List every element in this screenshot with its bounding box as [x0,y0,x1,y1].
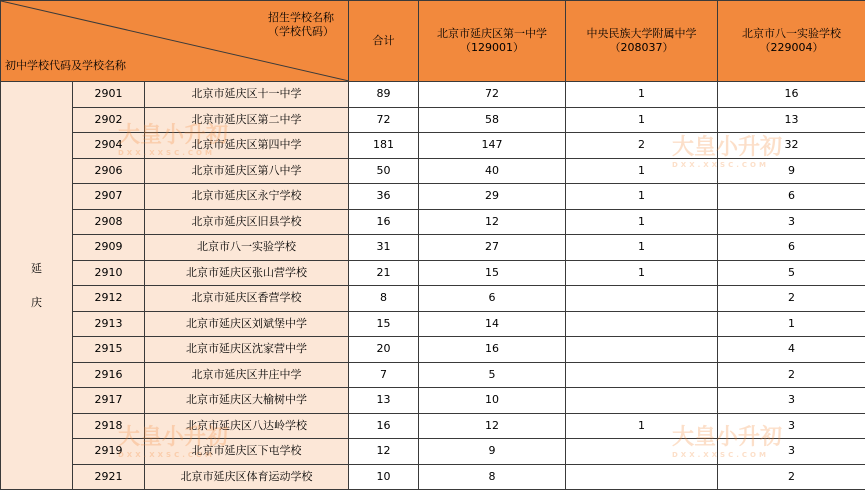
school-2-quota-cell [566,337,718,363]
school-code-cell: 2913 [73,311,145,337]
school-name-cell: 北京市延庆区十一中学 [145,82,349,108]
school-code-cell: 2904 [73,133,145,159]
table-row [1,184,865,210]
school-code-cell: 2901 [73,82,145,108]
table-row [1,464,865,490]
school-1-quota-cell: 40 [419,158,566,184]
district-char: 延 [31,261,42,275]
school-2-quota-cell: 2 [566,133,718,159]
header-source-label: 初中学校代码及学校名称 [5,59,126,72]
watermark-brand: 大皇小升初 [118,123,229,148]
table-row [1,235,865,261]
school-1-quota-cell: 27 [419,235,566,261]
school-code-cell: 2919 [73,439,145,465]
school-code-cell: 2908 [73,209,145,235]
school-1-quota-cell: 6 [419,286,566,312]
header-school-1-name: 北京市延庆区第一中学 [437,27,548,40]
school-name-cell: 北京市延庆区香营学校 [145,286,349,312]
total-cell: 16 [349,413,419,439]
total-cell: 181 [349,133,419,159]
school-1-quota-cell: 58 [419,107,566,133]
total-cell: 21 [349,260,419,286]
school-code-cell: 2918 [73,413,145,439]
school-3-quota-cell: 3 [718,439,865,465]
school-2-quota-cell: 1 [566,158,718,184]
school-1-quota-cell: 8 [419,464,566,490]
total-cell: 7 [349,362,419,388]
total-cell: 8 [349,286,419,312]
school-name-cell: 北京市延庆区张山营学校 [145,260,349,286]
school-2-quota-cell [566,311,718,337]
school-name-cell: 北京市延庆区大榆树中学 [145,388,349,414]
school-name-cell: 北京市八一实验学校 [145,235,349,261]
total-cell: 36 [349,184,419,210]
school-code-cell: 2902 [73,107,145,133]
school-2-quota-cell: 1 [566,184,718,210]
watermark-sub: DXX.XXSC.COM [672,451,769,459]
school-1-quota-cell: 9 [419,439,566,465]
table-row [1,311,865,337]
total-cell: 16 [349,209,419,235]
table-row [1,388,865,414]
header-school-name-label: 招生学校名称 [268,11,335,24]
school-3-quota-cell: 16 [718,82,865,108]
school-name-cell: 北京市延庆区永宁学校 [145,184,349,210]
table-row [1,413,865,439]
school-code-cell: 2917 [73,388,145,414]
header-school-code-label: （学校代码） [268,25,335,38]
table-row [1,82,865,108]
school-1-quota-cell: 16 [419,337,566,363]
district-cell [1,82,73,490]
school-3-quota-cell: 3 [718,209,865,235]
school-name-cell: 北京市延庆区第八中学 [145,158,349,184]
school-2-quota-cell: 1 [566,413,718,439]
header-row [1,1,865,82]
table-body [1,82,865,490]
school-3-quota-cell: 32 [718,133,865,159]
school-code-cell: 2910 [73,260,145,286]
school-code-cell: 2921 [73,464,145,490]
school-3-quota-cell: 2 [718,286,865,312]
school-1-quota-cell: 12 [419,209,566,235]
school-3-quota-cell: 1 [718,311,865,337]
school-code-cell: 2916 [73,362,145,388]
watermark-sub: DXX.XXSC.COM [672,161,769,169]
watermark-brand: 大皇小升初 [672,135,783,160]
school-name-cell: 北京市延庆区体育运动学校 [145,464,349,490]
school-code-cell: 2912 [73,286,145,312]
school-code-cell: 2906 [73,158,145,184]
school-3-quota-cell: 2 [718,362,865,388]
school-3-quota-cell: 3 [718,413,865,439]
school-name-cell: 北京市延庆区井庄中学 [145,362,349,388]
table-row [1,107,865,133]
school-1-quota-cell: 12 [419,413,566,439]
school-2-quota-cell: 1 [566,235,718,261]
diagonal-header-cell [1,1,349,82]
school-1-quota-cell: 29 [419,184,566,210]
school-3-quota-cell: 4 [718,337,865,363]
school-name-cell: 北京市延庆区第四中学 [145,133,349,159]
header-target-label [268,11,334,39]
school-3-quota-cell: 2 [718,464,865,490]
school-name-cell: 北京市延庆区第二中学 [145,107,349,133]
table-row [1,133,865,159]
school-3-quota-cell: 3 [718,388,865,414]
total-cell: 50 [349,158,419,184]
school-name-cell: 北京市延庆区旧县学校 [145,209,349,235]
header-school-2-code: （208037） [609,41,674,54]
school-3-quota-cell: 5 [718,260,865,286]
school-1-quota-cell: 147 [419,133,566,159]
total-cell: 89 [349,82,419,108]
table-row [1,158,865,184]
school-3-quota-cell: 6 [718,235,865,261]
total-cell: 15 [349,311,419,337]
header-school-2 [566,1,718,82]
table-row [1,286,865,312]
table-row [1,362,865,388]
school-name-cell: 北京市延庆区刘斌堡中学 [145,311,349,337]
watermark-brand: 大皇小升初 [118,425,229,450]
school-code-cell: 2907 [73,184,145,210]
school-2-quota-cell [566,439,718,465]
school-2-quota-cell: 1 [566,260,718,286]
header-school-2-name: 中央民族大学附属中学 [586,27,697,40]
total-cell: 20 [349,337,419,363]
total-cell: 72 [349,107,419,133]
school-name-cell: 北京市延庆区下屯学校 [145,439,349,465]
school-3-quota-cell: 6 [718,184,865,210]
school-1-quota-cell: 15 [419,260,566,286]
table-row [1,439,865,465]
total-cell: 12 [349,439,419,465]
school-code-cell: 2909 [73,235,145,261]
school-2-quota-cell [566,388,718,414]
header-total: 合计 [349,1,419,82]
watermark-sub: DXX.XXSC.COM [118,149,215,157]
header-school-3-name: 北京市八一实验学校 [742,27,842,40]
district-char: 庆 [31,295,42,309]
table-row [1,260,865,286]
school-1-quota-cell: 10 [419,388,566,414]
watermark-sub: DXX.XXSC.COM [118,451,215,459]
school-2-quota-cell [566,286,718,312]
total-cell: 10 [349,464,419,490]
school-code-cell: 2915 [73,337,145,363]
header-school-1-code: （129001） [460,41,525,54]
total-cell: 31 [349,235,419,261]
table-row [1,337,865,363]
header-school-3-code: （229004） [759,41,824,54]
school-1-quota-cell: 5 [419,362,566,388]
school-1-quota-cell: 14 [419,311,566,337]
school-name-cell: 北京市延庆区八达岭学校 [145,413,349,439]
school-2-quota-cell [566,362,718,388]
school-1-quota-cell: 72 [419,82,566,108]
total-cell: 13 [349,388,419,414]
school-3-quota-cell: 9 [718,158,865,184]
header-school-1 [419,1,566,82]
header-school-3 [718,1,865,82]
table-row [1,209,865,235]
school-name-cell: 北京市延庆区沈家营中学 [145,337,349,363]
school-2-quota-cell: 1 [566,209,718,235]
school-2-quota-cell: 1 [566,82,718,108]
school-2-quota-cell: 1 [566,107,718,133]
watermark-brand: 大皇小升初 [672,425,783,450]
school-3-quota-cell: 13 [718,107,865,133]
school-2-quota-cell [566,464,718,490]
